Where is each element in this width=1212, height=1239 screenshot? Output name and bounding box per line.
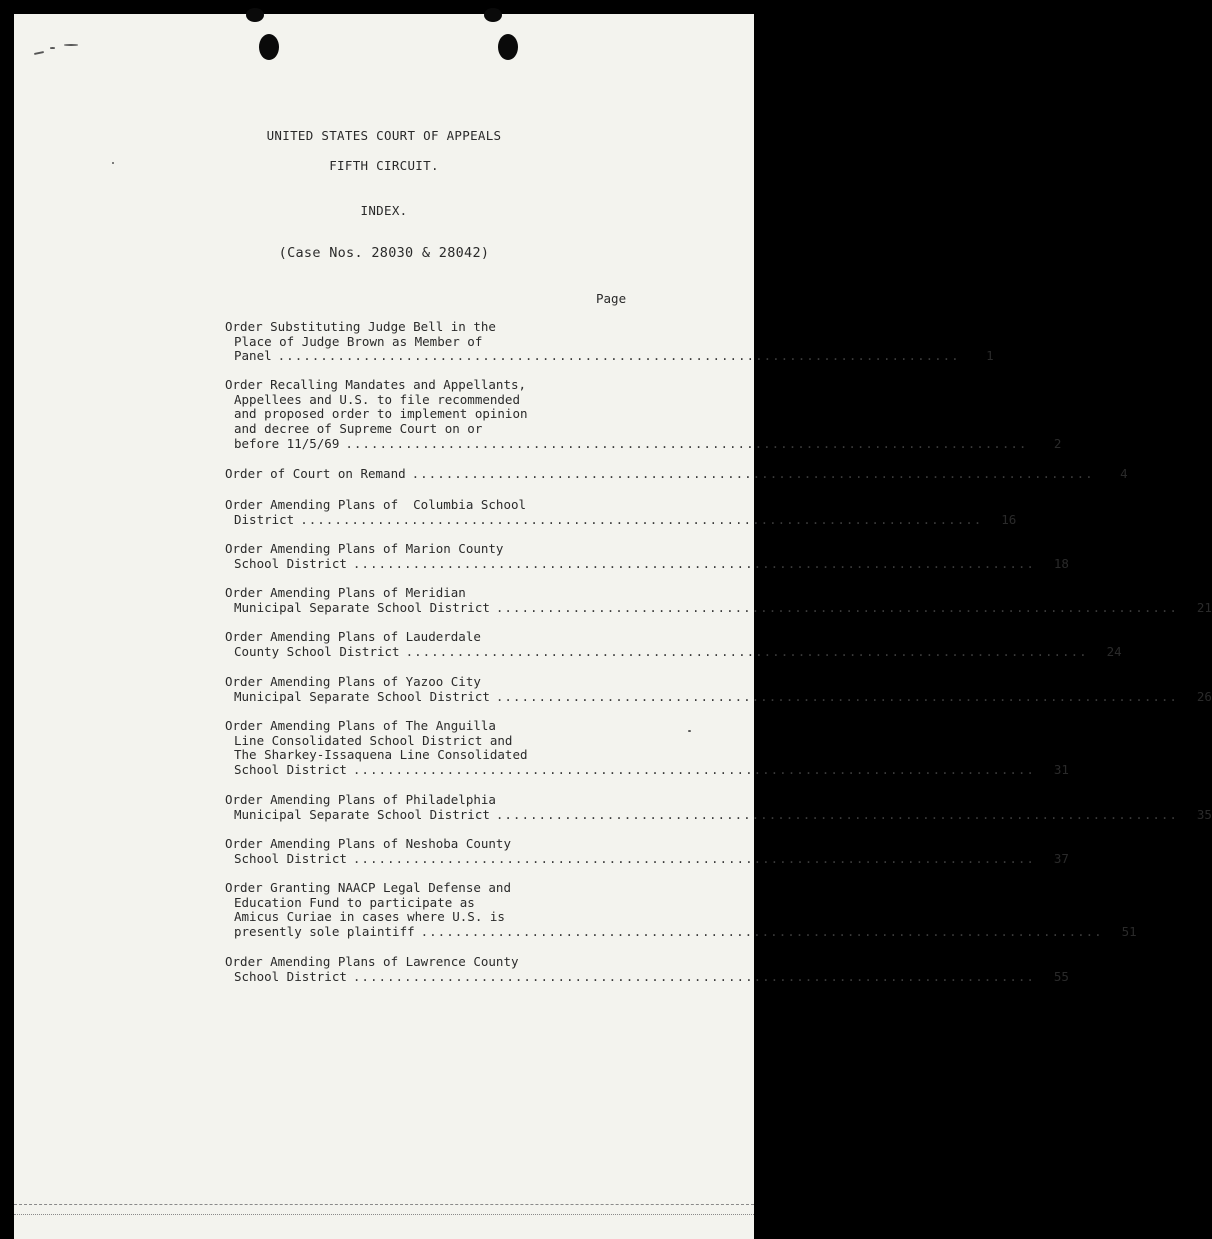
entry-title-line: The Sharkey-Issaquena Line Consolidated — [234, 747, 528, 763]
leader-dots: ................................................................................ — [411, 466, 1094, 481]
index-entry — [225, 880, 1137, 940]
bottom-rule — [14, 1214, 754, 1215]
page-number: 16 — [1001, 511, 1017, 527]
punch-hole-top-right — [484, 8, 502, 22]
index-entry — [225, 585, 1212, 615]
entry-title-line: Amicus Curiae in cases where U.S. is — [234, 909, 505, 925]
entry-title-line: Municipal Separate School District — [234, 599, 490, 615]
entry-title-line: Order Granting NAACP Legal Defense and — [225, 880, 511, 895]
page-number: 2 — [1053, 435, 1062, 451]
index-entry — [225, 541, 1069, 571]
leader-dots: ................................................................................ — [352, 762, 1035, 778]
index-entry — [225, 466, 1128, 482]
page-column-label: Page — [596, 291, 627, 306]
entry-title-line: School District — [234, 968, 347, 984]
entry-final-line — [225, 511, 1017, 528]
page-number: 31 — [1053, 762, 1069, 778]
entry-title-line: before 11/5/69 — [234, 435, 340, 451]
entry-title-line: and proposed order to implement opinion — [234, 406, 528, 422]
entry-title-line: School District — [234, 555, 347, 571]
page-number: 18 — [1053, 555, 1069, 571]
index-entry — [225, 792, 1212, 822]
entry-final-line — [225, 435, 1062, 452]
leader-dots: ................................................................................ — [345, 435, 1028, 451]
entry-title-line: Municipal Separate School District — [234, 806, 490, 822]
entry-title-line: and decree of Supreme Court on or — [234, 421, 483, 437]
entry-title-line: School District — [234, 850, 347, 866]
page-number: 26 — [1196, 688, 1212, 704]
entry-title-line: Order Amending Plans of Columbia School — [225, 497, 527, 512]
page-number: 4 — [1120, 466, 1128, 481]
leader-dots: ................................................................................ — [405, 643, 1088, 659]
entry-final-line — [225, 643, 1122, 660]
page-number: 55 — [1053, 968, 1069, 984]
entry-title-line: Place of Judge Brown as Member of — [234, 333, 483, 349]
leader-dots: ................................................................................ — [495, 599, 1178, 615]
entry-title-line: Order Amending Plans of Marion County — [225, 541, 504, 556]
circuit-name: FIFTH CIRCUIT. — [329, 158, 439, 173]
entry-title-line: County School District — [234, 643, 400, 659]
entry-final-line — [225, 348, 994, 364]
leader-dots: ................................................................................ — [352, 555, 1035, 571]
entry-title-line: Order Amending Plans of Lawrence County — [225, 954, 519, 969]
index-entry — [225, 319, 994, 364]
entry-title-line: Order Amending Plans of The Anguilla — [225, 718, 496, 733]
entry-final-line — [225, 762, 1069, 778]
index-title: INDEX. — [360, 203, 408, 218]
entry-title-line: School District — [234, 762, 347, 778]
punch-hole-right — [498, 34, 518, 60]
punch-hole-top-left — [246, 8, 264, 22]
index-entry — [225, 629, 1122, 659]
entry-final-line — [225, 968, 1069, 985]
page-number: 51 — [1121, 924, 1137, 940]
document-page — [14, 14, 1212, 1239]
scan-mark — [688, 730, 691, 732]
entry-title-line: District — [234, 511, 295, 527]
leader-dots: ................................................................................ — [277, 348, 960, 364]
entry-final-line — [225, 924, 1137, 940]
index-entry — [225, 718, 1069, 778]
case-numbers: (Case Nos. 28030 & 28042) — [278, 245, 490, 261]
page-number: 21 — [1196, 599, 1212, 615]
leader-dots: ................................................................................ — [352, 850, 1035, 866]
entry-title-line: Appellees and U.S. to file recommended — [234, 391, 520, 407]
page-number: 1 — [986, 348, 994, 364]
court-name: UNITED STATES COURT OF APPEALS — [266, 128, 502, 143]
bottom-rule — [14, 1204, 754, 1205]
entry-final-line — [225, 806, 1212, 823]
scan-mark — [64, 44, 78, 46]
scan-mark — [50, 47, 55, 49]
leader-dots: ................................................................................ — [495, 688, 1178, 704]
leader-dots: ................................................................................ — [495, 806, 1178, 822]
entry-title-line: Order Substituting Judge Bell in the — [225, 319, 496, 334]
leader-dots: ................................................................................ — [420, 924, 1103, 940]
entry-final-line — [225, 599, 1212, 616]
index-entry — [225, 377, 1062, 451]
leader-dots: ................................................................................ — [300, 511, 983, 527]
index-entry — [225, 674, 1212, 704]
entry-final-line — [225, 466, 1128, 482]
page-number: 37 — [1053, 850, 1069, 866]
entry-final-line — [225, 850, 1069, 867]
scan-mark — [34, 51, 44, 55]
entry-title-line: Order Amending Plans of Neshoba County — [225, 836, 511, 851]
index-entry — [225, 497, 1017, 527]
entry-final-line — [225, 555, 1069, 572]
entry-title-line: Order of Court on Remand — [225, 466, 406, 481]
index-entry — [225, 954, 1069, 984]
index-entry — [225, 836, 1069, 866]
punch-hole-left — [259, 34, 279, 60]
entry-title-line: presently sole plaintiff — [234, 924, 415, 940]
entry-title-line: Municipal Separate School District — [234, 688, 490, 704]
entry-title-line: Order Amending Plans of Philadelphia — [225, 792, 496, 807]
page-number: 24 — [1106, 643, 1122, 659]
entry-title-line: Order Amending Plans of Meridian — [225, 585, 466, 600]
entry-title-line: Order Amending Plans of Yazoo City — [225, 674, 481, 689]
entry-title-line: Education Fund to participate as — [234, 894, 475, 910]
leader-dots: ................................................................................ — [352, 968, 1035, 984]
entry-title-line: Order Recalling Mandates and Appellants, — [225, 377, 527, 392]
entry-title-line: Order Amending Plans of Lauderdale — [225, 629, 481, 644]
entry-title-line: Panel — [234, 348, 272, 364]
entry-final-line — [225, 688, 1212, 705]
page-number: 35 — [1196, 806, 1212, 822]
entry-title-line: Line Consolidated School District and — [234, 732, 513, 748]
